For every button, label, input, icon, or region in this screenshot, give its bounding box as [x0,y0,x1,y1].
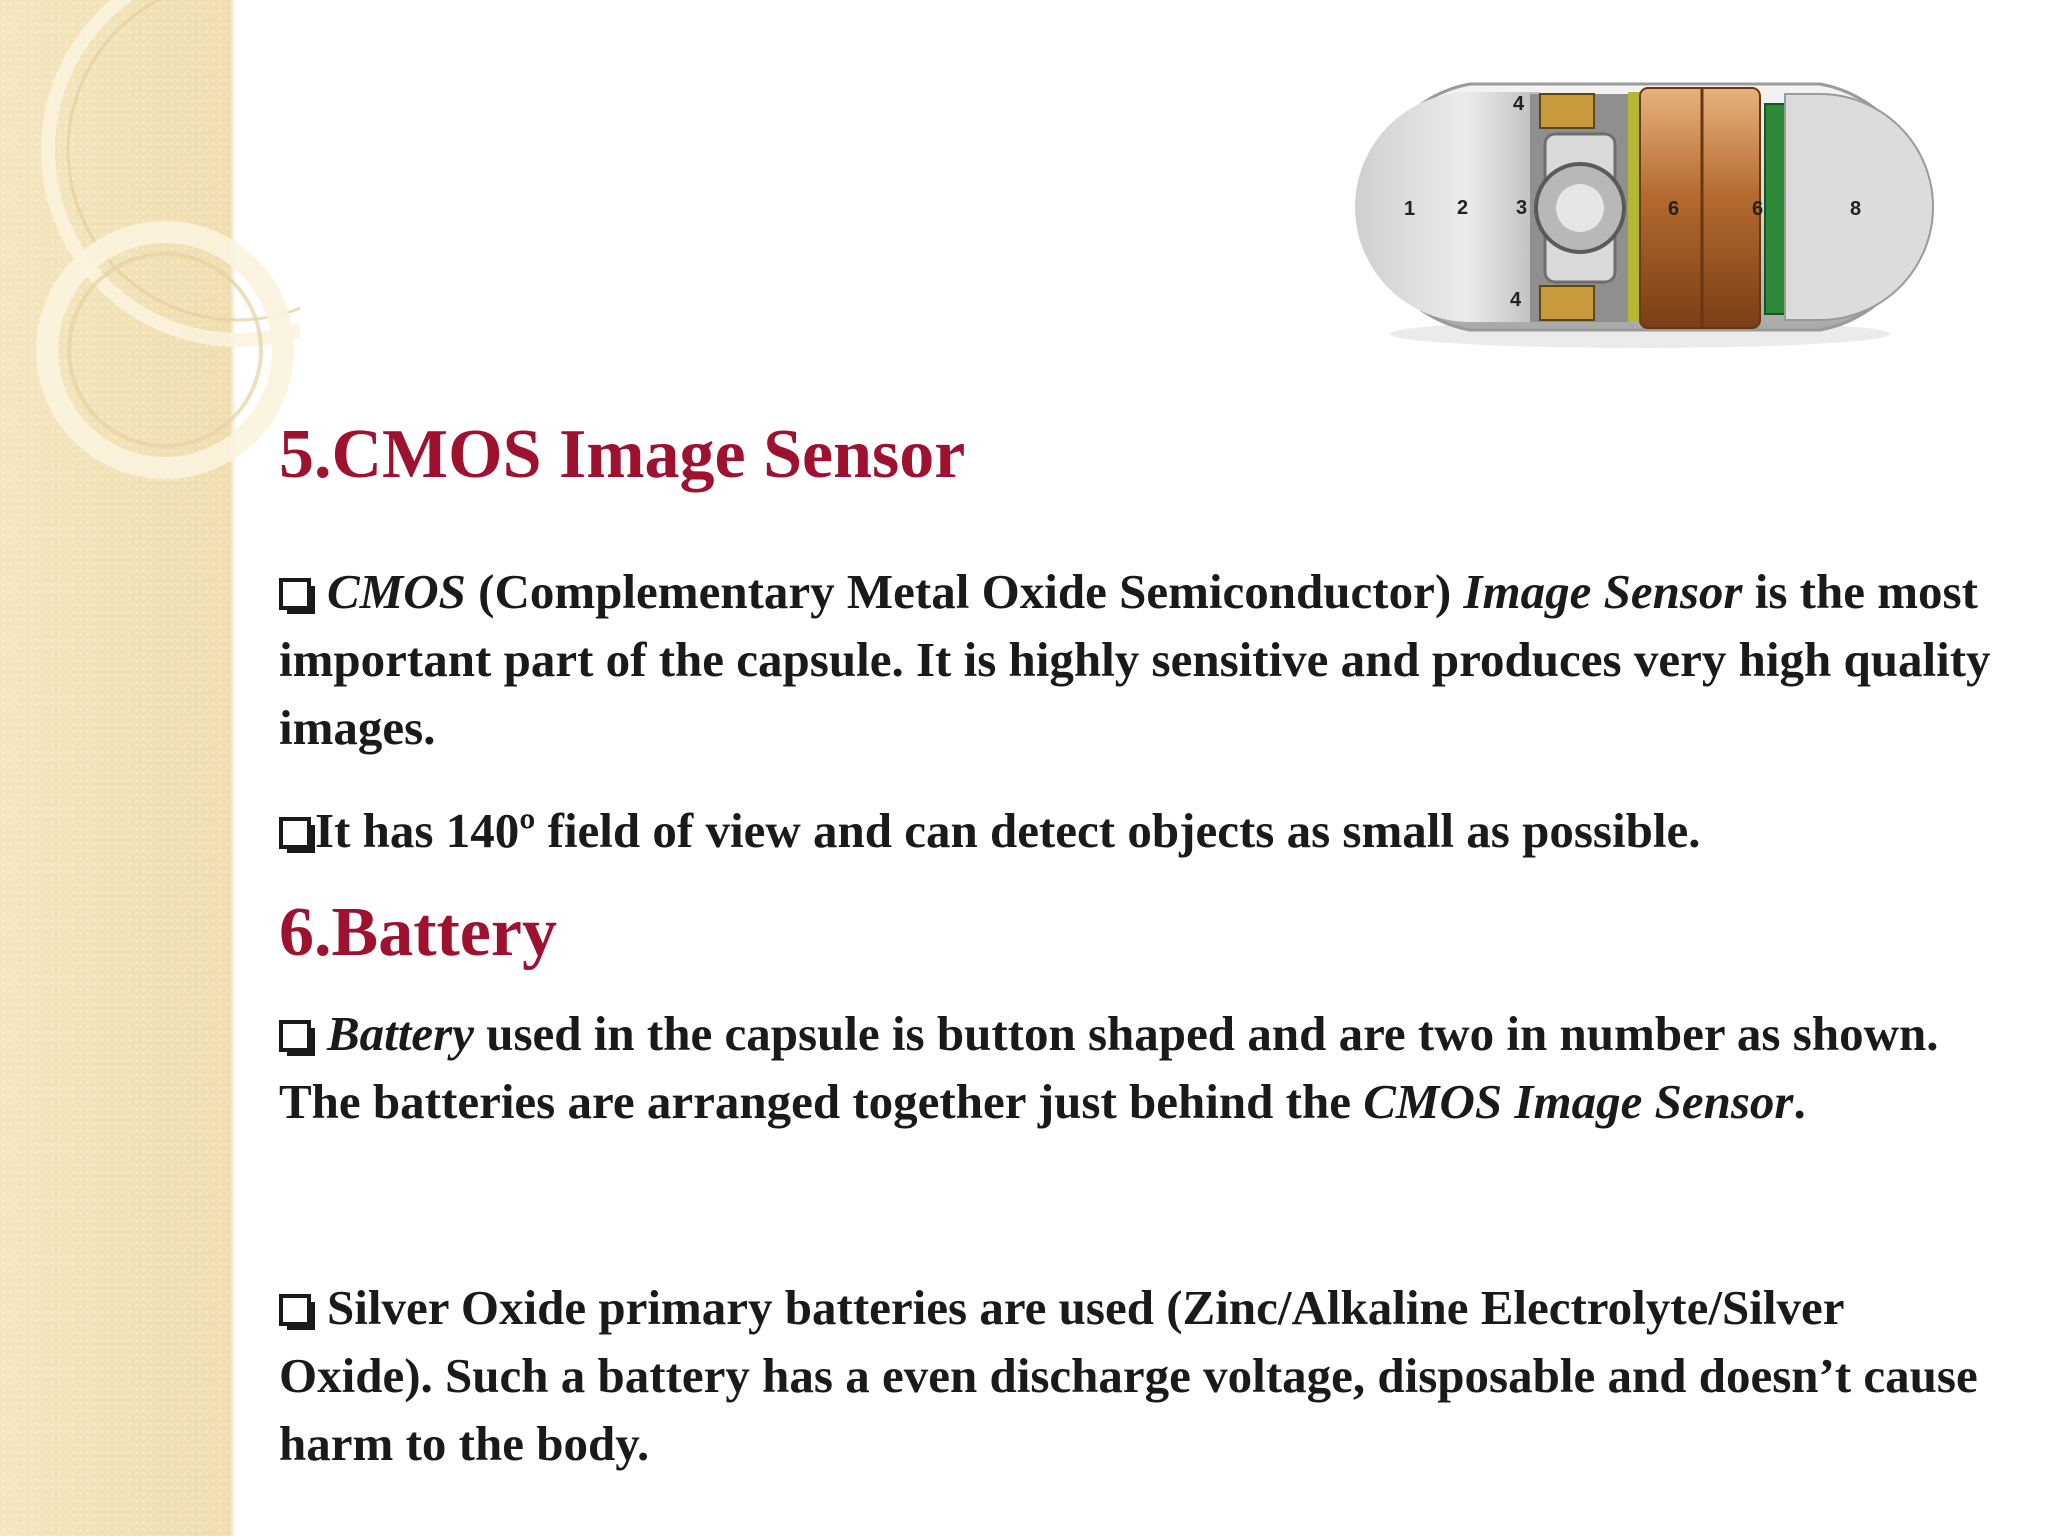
figure-label-1: 1 [1404,198,1416,220]
figure-label-3: 3 [1516,197,1528,219]
section-heading-battery: 6.Battery [279,894,557,971]
text-segment: Silver Oxide primary batteries are used (Zinc/Alkaline Electrolyte/Silver Oxide). Such a battery has a even discharge voltage, disposable and doesn’t cause harm to the body. [279,1280,1978,1471]
text-segment: used in the capsule is button shaped and are two in number as shown. The batteries are arranged together just behind the [279,1006,1939,1129]
text-segment: (Complementary Metal Oxide Semiconductor) [465,564,1464,619]
checkbox-bullet-icon [279,1294,311,1326]
checkbox-bullet-icon [279,578,311,610]
capsule-cutaway-image [1340,64,1940,364]
figure-label-8: 8 [1850,198,1862,220]
paragraph-field-of-view [279,797,2009,865]
paragraph-cmos-description [279,558,2009,762]
checkbox-bullet-icon [279,817,311,849]
text-segment: It has 140º field of view and can detect objects as small as possible. [315,803,1701,858]
text-segment: is the most important part of the capsule. It is highly sensitive and produces very high quality images. [279,564,1991,755]
checkbox-bullet-icon [279,1020,311,1052]
text-segment: . [1793,1074,1806,1129]
figure-label-6-first: 6 [1668,198,1680,220]
figure-label-4-top: 4 [1513,93,1525,115]
text-segment: CMOS Image Sensor [1363,1074,1794,1129]
text-segment: Battery [327,1006,474,1061]
text-segment: Image Sensor [1463,564,1743,619]
paragraph-silver-oxide [279,1274,2009,1478]
figure-label-2: 2 [1457,197,1469,219]
text-segment: CMOS [327,564,466,619]
figure-label-6-second: 6 [1752,198,1764,220]
decorative-rings [0,0,300,520]
section-heading-cmos: 5.CMOS Image Sensor [279,416,966,493]
paragraph-battery-shape [279,1000,2009,1136]
figure-label-4-bottom: 4 [1510,289,1522,311]
